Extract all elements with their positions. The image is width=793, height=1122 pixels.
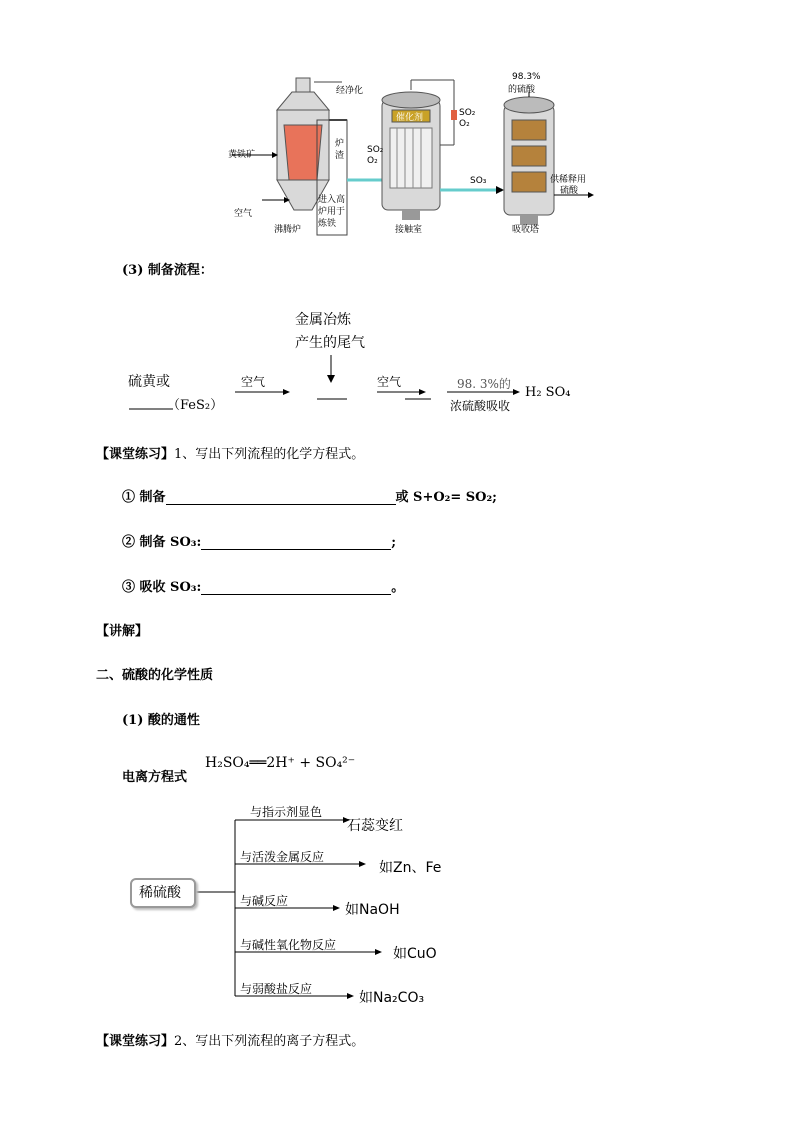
flow-product: H₂ SO₄ [525, 385, 571, 400]
practice1-item1 [122, 486, 497, 505]
flow-absorb-line2: 浓硫酸吸收 [450, 399, 511, 413]
branch-example-5: 如Na₂CO₃ [359, 990, 425, 1006]
contact-chamber-label: 接触室 [395, 225, 423, 235]
item3-tail: 。 [391, 580, 405, 595]
item3-label: ③ 吸收 SO₃: [122, 580, 202, 595]
air-label: 空气 [234, 209, 253, 219]
item2-blank[interactable] [201, 535, 391, 550]
item3-blank[interactable] [201, 580, 391, 595]
absorption-tower-label: 吸收塔 [512, 225, 540, 235]
branch-label-2: 与活泼金属反应 [240, 850, 325, 864]
section2-sub1: (1) 酸的通性 [122, 713, 200, 728]
item1-blank[interactable] [166, 490, 396, 505]
catalyst-label: 催化剂 [396, 113, 424, 123]
section2-heading: 二、硫酸的化学性质 [96, 668, 214, 683]
branch-label-3: 与碱反应 [240, 894, 289, 908]
item1-label: ① 制备 [122, 490, 166, 505]
pyrite-label: 黄铁矿 [228, 150, 256, 160]
so3-label: SO₃ [470, 176, 487, 186]
branch-example-4: 如CuO [393, 946, 437, 962]
item2-label: ② 制备 SO₃: [122, 535, 202, 550]
flow-start-line1: 硫黄或 [128, 374, 170, 390]
slag-use-label: 进入高炉用于炼铁 [318, 195, 346, 229]
flow-top-line2: 产生的尾气 [295, 335, 365, 351]
practice2-line [96, 1030, 364, 1049]
acid-property-tree [125, 798, 465, 1008]
tree-root: 稀硫酸 [139, 885, 181, 901]
practice1-tag: 【课堂练习】 [96, 447, 175, 462]
purified-label: 经净化 [336, 86, 364, 96]
ion-equation: H₂SO₄══2H⁺ + SO₄²⁻ [205, 755, 356, 771]
branch-example-3: 如NaOH [345, 902, 400, 918]
branch-label-5: 与弱酸盐反应 [240, 982, 313, 996]
o2-label-a: O₂ [367, 156, 378, 166]
explain-tag: 【讲解】 [96, 624, 149, 639]
acid-top-label-2: 的硫酸 [508, 85, 536, 95]
branch-example-1: 石蕊变红 [347, 818, 403, 834]
branch-example-2: 如Zn、Fe [379, 860, 442, 876]
practice1-item3 [122, 576, 404, 595]
practice1-text: 1、写出下列流程的化学方程式。 [174, 447, 365, 462]
acid-top-label-1: 98.3% [512, 72, 541, 82]
o2-label-b: O₂ [459, 119, 470, 129]
branch-label-4: 与碱性氧化物反应 [240, 938, 337, 952]
sulfuric-acid-plant-diagram [222, 70, 608, 240]
practice1-item2 [122, 531, 396, 550]
flow-chart [125, 305, 585, 415]
slag-label: 炉渣 [335, 139, 345, 161]
flow-start-line2: （FeS₂） [167, 398, 224, 413]
practice2-tag: 【课堂练习】 [96, 1034, 175, 1049]
ion-equation-label: 电离方程式 [122, 770, 188, 785]
flow-air-label-1: 空气 [241, 375, 266, 389]
flow-air-label-2: 空气 [377, 375, 402, 389]
dilute-label-2: 硫酸 [560, 186, 579, 196]
branch-label-1: 与指示剂显色 [250, 805, 323, 819]
so2-label-b: SO₂ [459, 108, 476, 118]
section3-heading: (3) 制备流程： [122, 263, 213, 278]
practice2-text: 2、写出下列流程的离子方程式。 [174, 1034, 365, 1049]
flow-top-line1: 金属冶炼 [295, 312, 351, 328]
item1-tail: 或 S+O₂= SO₂; [395, 490, 497, 505]
furnace-label: 沸腾炉 [274, 225, 302, 235]
dilute-label-1: 供稀释用 [550, 175, 587, 185]
item2-tail: ; [391, 535, 397, 550]
industrial-figure [222, 70, 608, 240]
practice1-line [96, 443, 364, 462]
flow-absorb-line1: 98. 3%的 [457, 377, 511, 391]
so2-label-a: SO₂ [367, 145, 384, 155]
